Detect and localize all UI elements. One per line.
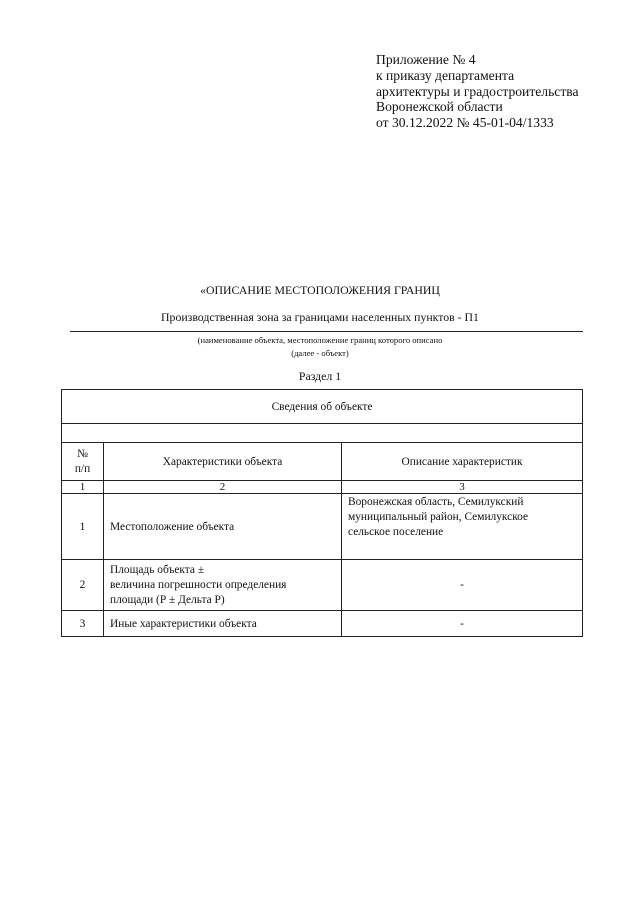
object-info-table	[61, 389, 583, 637]
appendix-line: Приложение № 4	[376, 52, 476, 67]
column-header-row	[62, 443, 583, 481]
appendix-line: к приказу департамента	[376, 67, 515, 83]
table-header: Сведения об объекте	[62, 390, 583, 424]
col-number-line: п/п	[74, 462, 91, 475]
row-description: -	[342, 560, 583, 611]
row-characteristic: Иные характеристики объекта	[104, 611, 342, 637]
characteristic-line: величина погрешности определения	[110, 578, 287, 591]
col-index: 1	[62, 481, 104, 494]
table-row	[62, 611, 583, 637]
col-index: 3	[342, 481, 583, 494]
description-line: муниципальный район, Семилукское	[348, 511, 529, 523]
row-description	[342, 494, 583, 560]
document-title: «ОПИСАНИЕ МЕСТОПОЛОЖЕНИЯ ГРАНИЦ	[200, 283, 440, 297]
object-name-note	[0, 334, 640, 360]
note-line: (далее - объект)	[291, 348, 349, 358]
column-number-row	[62, 481, 583, 494]
col-header-description: Описание характеристик	[342, 443, 583, 481]
appendix-line: от 30.12.2022 № 45-01-04/1333	[376, 115, 554, 131]
row-characteristic	[104, 560, 342, 611]
appendix-line: архитектуры и градостроительства	[376, 83, 579, 99]
row-number: 3	[62, 611, 104, 637]
table-spacer-cell	[62, 424, 583, 443]
col-index: 2	[104, 481, 342, 494]
table-row	[62, 560, 583, 611]
col-header-characteristics: Характеристики объекта	[104, 443, 342, 481]
appendix-line: Воронежской области	[376, 99, 503, 115]
col-header-number	[62, 443, 104, 481]
description-line: Воронежская область, Семилукский	[348, 496, 524, 508]
table-spacer-row	[62, 424, 583, 443]
col-number-line: №	[77, 447, 88, 460]
characteristic-line: площади (Р ± Дельта Р)	[110, 593, 225, 606]
note-line: (наименование объекта, местоположение границ которого описано	[197, 335, 443, 345]
row-number: 2	[62, 560, 104, 611]
row-characteristic: Местоположение объекта	[104, 494, 342, 560]
object-name: Производственная зона за границами населенных пунктов - П1	[161, 310, 479, 324]
appendix-block	[376, 52, 579, 131]
table-header-row	[62, 390, 583, 424]
row-description: -	[342, 611, 583, 637]
section-title: Раздел 1	[298, 369, 342, 383]
characteristic-line: Площадь объекта ±	[110, 563, 205, 576]
description-line: сельское поселение	[348, 526, 444, 538]
table-row	[62, 494, 583, 560]
row-number: 1	[62, 494, 104, 560]
underline-rule	[70, 331, 583, 332]
